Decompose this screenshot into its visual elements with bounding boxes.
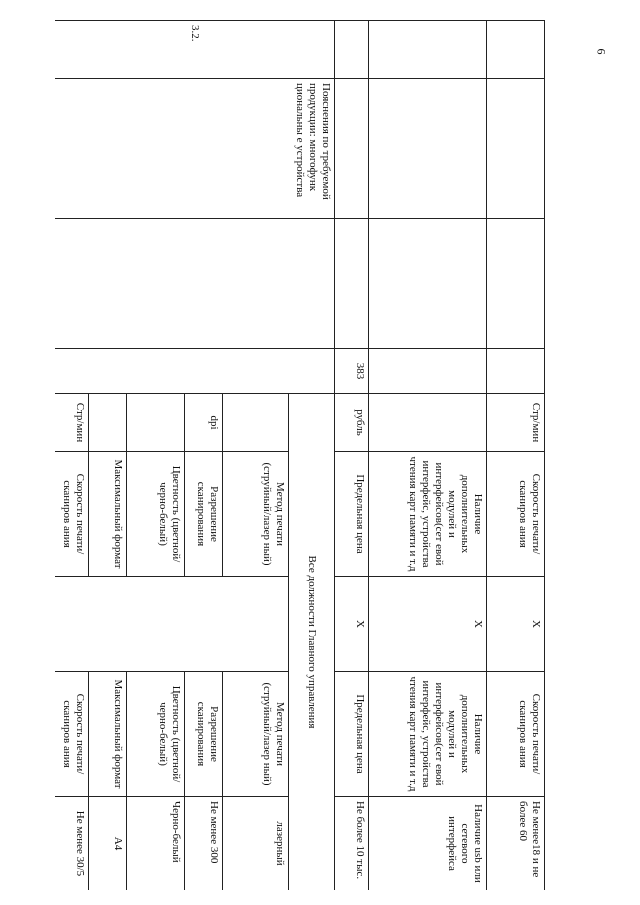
- characteristic-cell: Скорость печати/сканиров ания: [487, 452, 545, 577]
- section-title-cell: Пояснения по требуемой продукции: многофунк циональны е устройства: [55, 79, 335, 219]
- x-cell: X: [335, 577, 369, 672]
- characteristic-cell: Скорость печати/сканиров ания: [487, 672, 545, 797]
- unit-cell: [127, 394, 185, 452]
- characteristic-cell: Разрешение сканирования: [185, 452, 223, 577]
- all-positions-cell: Все должности Главного управления: [289, 394, 335, 891]
- unit-cell: рубль: [335, 394, 369, 452]
- characteristic-cell: Наличие дополнительных модулей и интерфейсов(сет евой интерфейс, устройства чтения карт памяти и т.д: [369, 672, 487, 797]
- unit-cell: Стр/мин: [55, 394, 89, 452]
- unit-cell: dpi: [185, 394, 223, 452]
- page-number: 6: [594, 48, 609, 55]
- value-cell: Не менее 30/5: [55, 797, 89, 891]
- row-number-cell: [487, 21, 545, 79]
- unit-code-cell: 383: [335, 349, 369, 394]
- value-cell: Не менее 300: [185, 797, 223, 891]
- value-cell: Наличие usb или сетевого интерфейса: [369, 797, 487, 891]
- requirements-table: [55, 20, 545, 890]
- unit-code-cell: [487, 349, 545, 394]
- value-cell: Черно-белый: [127, 797, 185, 891]
- characteristic-cell: Метод печати (струйный/лазер ный): [223, 452, 289, 577]
- table-row: [289, 21, 335, 891]
- characteristic-cell: Цветность (цветной/черно-белый): [127, 452, 185, 577]
- characteristic-cell: Цветность (цветной/черно-белый): [127, 672, 185, 797]
- table-row: [487, 21, 545, 891]
- value-cell: А4: [89, 797, 127, 891]
- table-row: [369, 21, 487, 891]
- unit-cell: [369, 394, 487, 452]
- characteristic-cell: Скорость печати/сканиров ания: [55, 672, 89, 797]
- characteristic-cell: Максимальный формат: [89, 452, 127, 577]
- characteristic-cell: Скорость печати/сканиров ания: [55, 452, 89, 577]
- characteristic-cell: Наличие дополнительных модулей и интерфейсов(сет евой интерфейс, устройства чтения карт памяти и т.д: [369, 452, 487, 577]
- value-cell: Не менее18 и не более 60: [487, 797, 545, 891]
- characteristic-cell: Максимальный формат: [89, 672, 127, 797]
- x-cell: X: [487, 577, 545, 672]
- section-number-cell: 3.2.: [55, 21, 335, 79]
- rotated-table-inner: [55, 20, 545, 890]
- characteristic-cell: Разрешение сканирования: [185, 672, 223, 797]
- table-row: [335, 21, 369, 891]
- characteristic-cell: Предельная цена: [335, 672, 369, 797]
- value-cell: лазерный: [223, 797, 289, 891]
- characteristic-cell: Метод печати (струйный/лазер ный): [223, 672, 289, 797]
- unit-cell: Стр/мин: [487, 394, 545, 452]
- rotated-table-wrapper: [55, 20, 545, 890]
- unit-cell: [223, 394, 289, 452]
- product-cell: [487, 79, 545, 219]
- unit-cell: [89, 394, 127, 452]
- code-cell: [487, 219, 545, 349]
- value-cell: Не более 10 тыс.: [335, 797, 369, 891]
- x-cell: X: [369, 577, 487, 672]
- characteristic-cell: Предельная цена: [335, 452, 369, 577]
